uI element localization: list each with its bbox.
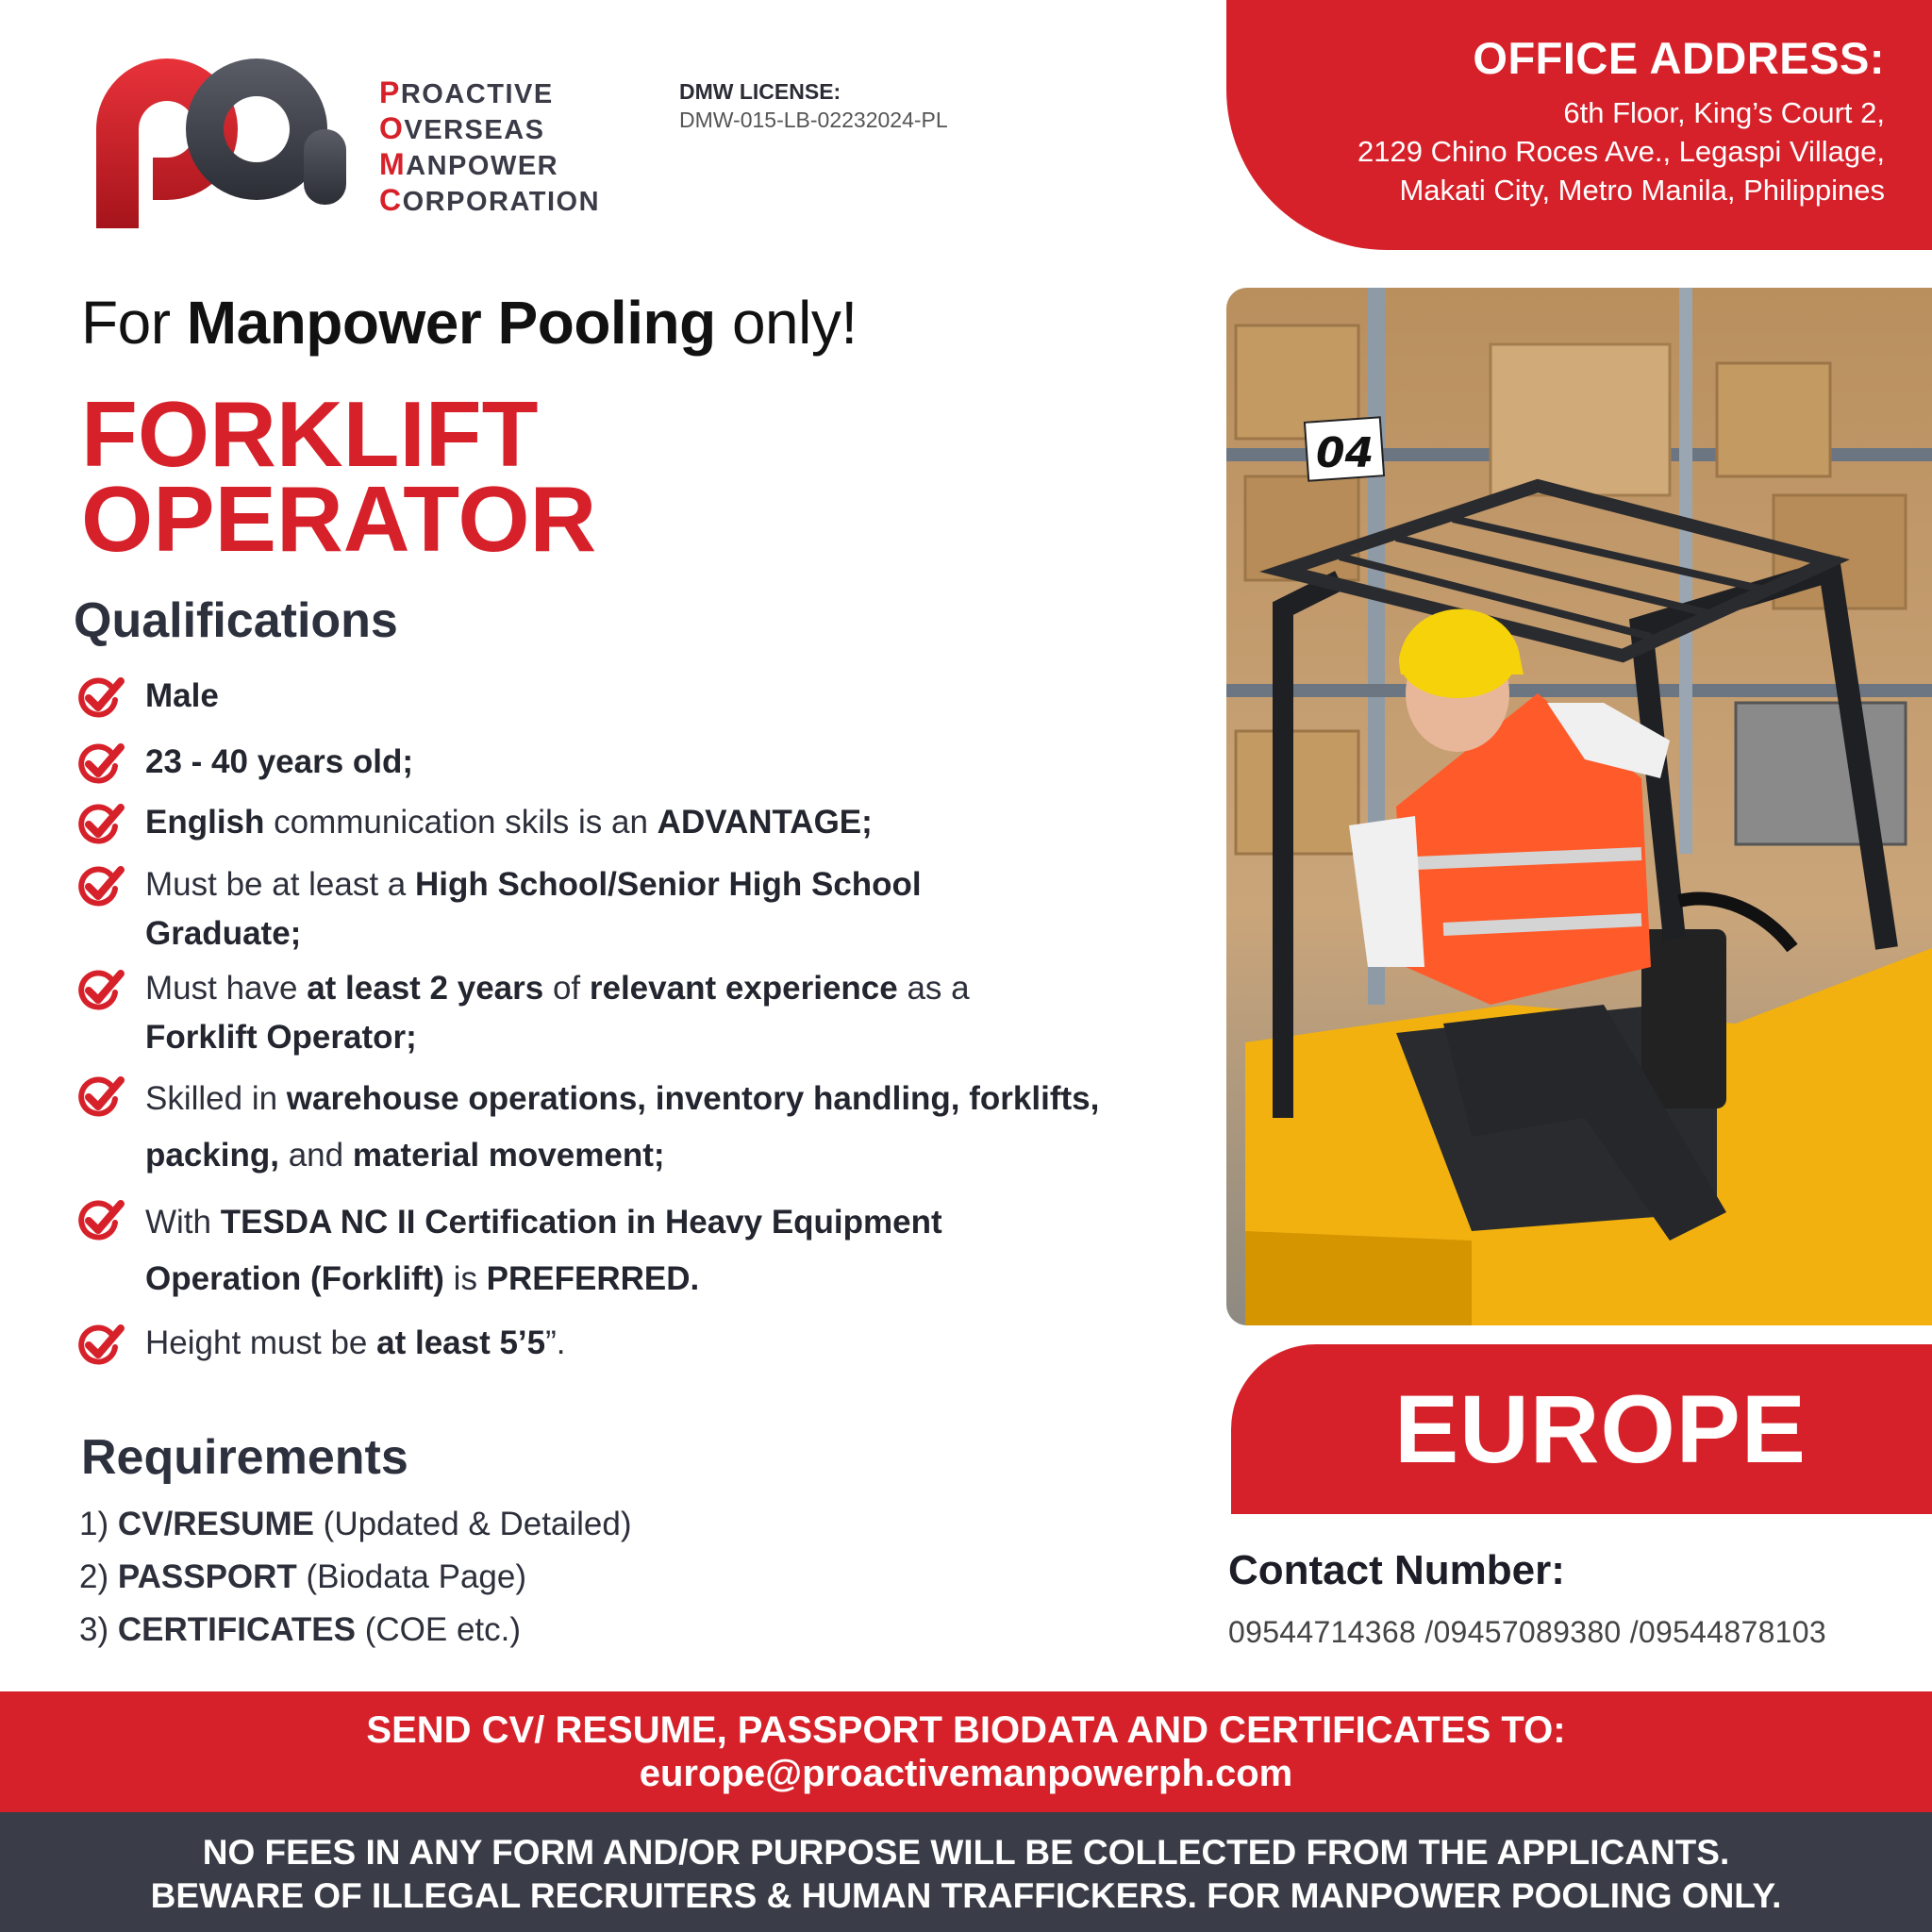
license-label: DMW LICENSE: [679,79,841,104]
qualification-item [77,964,1021,1062]
requirement-item: 3) CERTIFICATES (COE etc.) [79,1611,522,1648]
qualification-text: English communication skils is an ADVANTAGE; [145,804,873,841]
checkmark-icon [77,743,125,785]
checkmark-icon [77,804,125,845]
office-line: 6th Floor, King’s Court 2, [1563,96,1885,129]
requirements-heading: Requirements [81,1430,408,1485]
send-cv-banner [0,1691,1932,1812]
qualifications-heading: Qualifications [74,593,398,648]
requirement-item: 2) PASSPORT (Biodata Page) [79,1558,527,1595]
warning-line: NO FEES IN ANY FORM AND/OR PURPOSE WILL BE COLLECTED FROM THE APPLICANTS. [202,1833,1730,1872]
requirement-item: 1) CV/RESUME (Updated & Detailed) [79,1506,632,1542]
qualification-text: Male [145,677,219,714]
region-banner: EUROPE [1231,1344,1932,1514]
checkmark-icon [77,970,125,1011]
forklift-operator-photo [1226,288,1932,1325]
qualification-item [77,860,1077,958]
qualification-item [77,1194,1106,1307]
company-line: PROACTIVE [379,75,554,109]
checkmark-icon [77,1076,125,1118]
email-address[interactable]: europe@proactivemanpowerph.com [639,1753,1293,1794]
checkmark-icon [77,1200,125,1241]
qualification-text: With TESDA NC II Certification in Heavy Equipment Operation (Forklift) is PREFERRED. [145,1204,942,1297]
office-line: Makati City, Metro Manila, Philippines [1399,174,1885,207]
job-title: FORKLIFT OPERATOR [81,382,597,571]
qualification-item [77,1319,1096,1368]
qualification-text: Must be at least a High School/Senior High School Graduate; [145,866,922,952]
qualification-item [77,672,1096,721]
qualification-item [77,798,1096,847]
qualification-item [77,738,1096,787]
qualification-item [77,1071,1134,1184]
office-line: 2129 Chino Roces Ave., Legaspi Village, [1357,135,1885,168]
company-line: OVERSEAS [379,111,545,145]
pa-logo-icon [77,40,360,238]
qualification-text: Height must be at least 5’5”. [145,1324,566,1361]
checkmark-icon [77,677,125,719]
license-info [679,77,948,134]
company-line: MANPOWER [379,147,559,181]
warning-banner [0,1812,1932,1932]
company-name [379,75,600,219]
contact-heading: Contact Number: [1228,1547,1565,1593]
pooling-tagline: For Manpower Pooling only! [81,289,858,357]
checkmark-icon [77,866,125,908]
license-value: DMW-015-LB-02232024-PL [679,108,948,132]
qualification-text: Skilled in warehouse operations, inventory handling, forklifts, packing, and material movement; [145,1080,1100,1174]
office-title: OFFICE ADDRESS: [1473,33,1885,83]
warning-line: BEWARE OF ILLEGAL RECRUITERS & HUMAN TRAFFICKERS. FOR MANPOWER POOLING ONLY. [150,1876,1782,1915]
qualification-text: 23 - 40 years old; [145,743,414,780]
qualification-text: Must have at least 2 years of relevant experience as a Forklift Operator; [145,970,970,1056]
office-address-panel [1226,0,1932,250]
contact-numbers: 09544714368 /09457089380 /09544878103 [1228,1615,1826,1649]
aisle-sign-label: 04 [1316,429,1374,477]
company-line: CORPORATION [379,183,601,217]
send-instructions: SEND CV/ RESUME, PASSPORT BIODATA AND CERTIFICATES TO: [366,1709,1566,1751]
checkmark-icon [77,1324,125,1366]
